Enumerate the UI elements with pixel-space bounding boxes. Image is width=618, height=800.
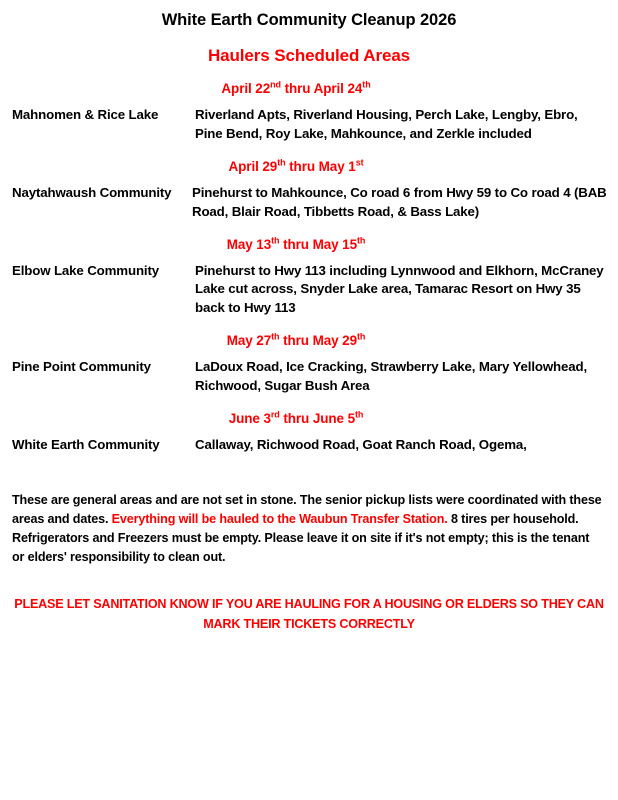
schedule-entry bbox=[0, 144, 618, 222]
entry-community-name: White Earth Community bbox=[12, 436, 160, 452]
schedule-row bbox=[0, 106, 618, 144]
schedule-entry bbox=[0, 66, 618, 144]
entry-date-ordinal-end: st bbox=[355, 157, 364, 168]
notes-part-one: These are general areas and are not set in stone. The senior pickup lists were coordinated with these areas and dates. bbox=[12, 492, 602, 526]
entry-date-heading bbox=[0, 396, 618, 436]
entry-areas-description: Pinehurst to Hwy 113 including Lynnwood and Elkhorn, McCraney Lake cut across, Snyder Lake area, Tamarac Resort on Hwy 35 back to Hwy 113 bbox=[195, 262, 604, 316]
entry-date-middle: thru May 15 bbox=[279, 236, 357, 252]
entry-date-prefix: May 13 bbox=[226, 236, 272, 252]
entry-community-name: Pine Point Community bbox=[12, 359, 151, 375]
entry-date-ordinal-end: th bbox=[357, 331, 366, 342]
notes-highlight: Everything will be hauled to the Waubun Transfer Station. bbox=[111, 511, 448, 526]
entry-date-ordinal-start: th bbox=[271, 331, 280, 342]
schedule-entry bbox=[0, 318, 618, 396]
entry-date-middle: thru May 1 bbox=[285, 158, 356, 174]
entry-date-ordinal-end: th bbox=[357, 235, 366, 245]
entry-date-heading bbox=[0, 222, 618, 262]
entry-date-middle: thru April 24 bbox=[280, 81, 363, 96]
schedule-row bbox=[0, 436, 618, 455]
entry-date-middle: thru June 5 bbox=[279, 410, 355, 426]
entry-date-ordinal-start: nd bbox=[270, 79, 281, 90]
entry-date-prefix: April 22 bbox=[221, 81, 271, 96]
page-subtitle: Haulers Scheduled Areas bbox=[207, 46, 411, 65]
entry-community-name: Elbow Lake Community bbox=[12, 262, 159, 278]
entry-areas-description: LaDoux Road, Ice Cracking, Strawberry Lake, Mary Yellowhead, Richwood, Sugar Bush Area bbox=[195, 359, 588, 393]
entry-date-ordinal-end: th bbox=[362, 79, 371, 90]
schedule-row bbox=[0, 184, 618, 222]
schedule-entry bbox=[0, 396, 618, 455]
entry-areas-description: Pinehurst to Mahkounce, Co road 6 from Hwy 59 to Co road 4 (BAB Road, Blair Road, Tibbetts Road, & Bass Lake) bbox=[192, 184, 607, 219]
entry-date-prefix: April 29 bbox=[228, 158, 278, 174]
entry-areas-description: Riverland Apts, Riverland Housing, Perch Lake, Lengby, Ebro, Pine Bend, Roy Lake, Mahkounce, and Zerkle included bbox=[195, 107, 578, 141]
schedule-entry bbox=[0, 222, 618, 319]
schedule-row bbox=[0, 358, 618, 396]
entry-date-ordinal-start: th bbox=[271, 235, 280, 245]
schedule-list bbox=[0, 66, 618, 455]
entry-date-ordinal-end: th bbox=[355, 409, 364, 420]
entry-date-ordinal-start: rd bbox=[270, 409, 280, 420]
entry-areas-description: Callaway, Richwood Road, Goat Ranch Road, Ogema, bbox=[195, 436, 527, 452]
entry-date-ordinal-start: th bbox=[277, 157, 286, 168]
entry-date-heading bbox=[0, 144, 618, 184]
entry-date-middle: thru May 29 bbox=[279, 333, 357, 349]
entry-community-name: Naytahwaush Community bbox=[12, 184, 172, 200]
entry-date-heading bbox=[0, 318, 618, 358]
entry-date-prefix: June 3 bbox=[228, 410, 271, 426]
final-warning-text: PLEASE LET SANITATION KNOW IF YOU ARE HAULING FOR A HOUSING OR ELDERS SO THEY CAN MARK THEIR TICKETS CORRECTLY bbox=[14, 597, 604, 631]
page-title: White Earth Community Cleanup 2026 bbox=[161, 11, 457, 29]
entry-date-prefix: May 27 bbox=[226, 333, 272, 349]
notes-part-two: 8 tires per household. Refrigerators and Freezers must be empty. Please leave it on site if it's not empty; this is the tenant or elders' responsibility to clean out. bbox=[12, 511, 590, 565]
general-notes bbox=[0, 491, 618, 568]
entry-date-heading bbox=[0, 66, 618, 106]
schedule-row bbox=[0, 262, 618, 319]
entry-community-name: Mahnomen & Rice Lake bbox=[12, 107, 159, 122]
